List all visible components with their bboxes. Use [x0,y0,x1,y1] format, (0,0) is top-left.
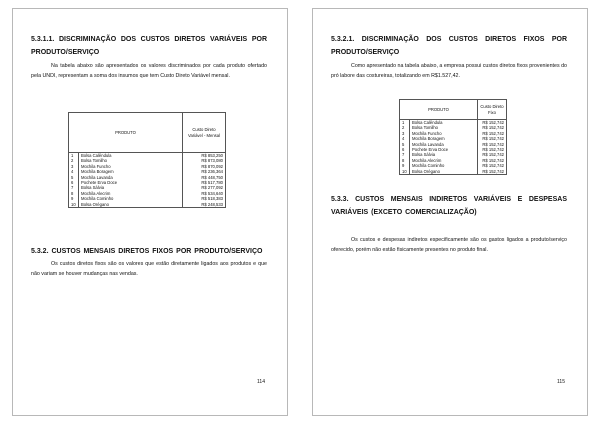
row-number: 3 [400,131,410,136]
paragraph-fixed-costs [31,259,267,279]
table-header-cost: Custo Direto Variável - Mensal [183,113,226,153]
cost-value: R$ 534,640 [183,191,226,196]
cost-value: R$ 152,742 [478,125,507,130]
row-number: 8 [69,191,79,196]
product-name: Bolsa Sálvia [79,185,183,190]
section-heading-5-3-3: 5.3.3. CUSTOS MENSAIS INDIRETOS VARIÁVEIS E DESPESAS VARIÁVEIS (EXCETO COMERCIALIZAÇÃO) [331,196,567,216]
product-name: Pochete Erva Doce [79,180,183,185]
cost-value: R$ 152,742 [478,142,507,147]
paragraph-cdv-intro [31,61,267,81]
row-number: 6 [400,147,410,152]
row-number: 10 [69,202,79,208]
row-number: 7 [400,152,410,157]
cost-value: R$ 517,780 [183,180,226,185]
document-page-115 [312,8,588,416]
row-number: 1 [69,153,79,159]
paragraph-indirect-costs [331,235,567,255]
cost-value: R$ 518,383 [183,196,226,201]
table-body [69,153,226,208]
row-number: 3 [69,164,79,169]
table-header-product: PRODUTO [69,113,183,153]
table-header-cost: Custo Direto Fixo [478,100,507,120]
cost-value: R$ 236,364 [183,169,226,174]
product-name: Mochila Lavanda [410,142,478,147]
paragraph-text: Na tabela abaixo são apresentados os valores discriminados por cada produto ofertado pela UNDI, representam a soma dos insumos que tem Custo Direto Variável mensal. [31,63,267,79]
row-number: 7 [69,185,79,190]
product-name: Mochila Cominho [79,196,183,201]
table-row [69,202,226,208]
paragraph-cdf-intro [331,61,567,81]
cost-value: R$ 152,742 [478,152,507,157]
table-row [400,169,507,175]
section-heading-5-3-1-1: 5.3.1.1. DISCRIMINAÇÃO DOS CUSTOS DIRETOS VARIÁVEIS POR PRODUTO/SERVIÇO [31,36,267,56]
product-name: Bolsa Orégano [79,202,183,208]
paragraph-text: Como apresentado na tabela abaixo, a empresa possui custos diretos fixos provenientes do pró labore das costureiras, totalizando em R$1.527,42. [331,63,567,79]
paragraph-text: Os custos diretos fixos são os valores que estão diretamente ligados aos produtos e que não variam se houver mudanças nas vendas. [31,261,267,277]
row-number: 6 [69,180,79,185]
document-page-114 [12,8,288,416]
paragraph-text: Os custos e despesas indiretos especificamente são os gastos ligados a produto/serviço oferecido, porém não estão fisicamente presentes no produto final. [331,237,567,253]
product-name: Bolsa Tomilho [79,158,183,163]
product-name: Bolsa Tomilho [410,125,478,130]
page-number: 114 [257,379,265,385]
section-heading-5-3-2: 5.3.2. CUSTOS MENSAIS DIRETOS FIXOS POR PRODUTO/SERVIÇO [31,248,263,255]
variable-costs-table [68,112,226,208]
page-number: 115 [557,379,565,385]
cost-value: R$ 870,092 [183,164,226,169]
cost-value: R$ 152,742 [478,136,507,141]
cost-value: R$ 853,250 [183,153,226,159]
product-name: Mochila Boragem [410,136,478,141]
row-number: 1 [400,120,410,126]
product-name: Bolsa Calêndula [410,120,478,126]
row-number: 8 [400,158,410,163]
cost-value: R$ 152,742 [478,169,507,175]
product-name: Mochila Funcho [410,131,478,136]
row-number: 2 [69,158,79,163]
table-header-product: PRODUTO [400,100,478,120]
row-number: 9 [69,196,79,201]
product-name: Pochete Erva Doce [410,147,478,152]
cost-value: R$ 152,742 [478,147,507,152]
cost-value: R$ 152,742 [478,120,507,126]
cost-value: R$ 248,533 [183,202,226,208]
cost-value: R$ 152,742 [478,163,507,168]
row-number: 4 [400,136,410,141]
row-number: 9 [400,163,410,168]
product-name: Mochila Boragem [79,169,183,174]
product-name: Mochila Alecrim [79,191,183,196]
product-name: Mochila Lavanda [79,175,183,180]
product-name: Mochila Alecrim [410,158,478,163]
product-name: Mochila Funcho [79,164,183,169]
row-number: 4 [69,169,79,174]
cost-value: R$ 448,750 [183,175,226,180]
row-number: 5 [400,142,410,147]
fixed-costs-table [399,99,507,175]
table-body [400,120,507,175]
cost-value: R$ 152,742 [478,131,507,136]
row-number: 10 [400,169,410,175]
product-name: Bolsa Sálvia [410,152,478,157]
section-heading-5-3-2-1: 5.3.2.1. DISCRIMINAÇÃO DOS CUSTOS DIRETOS FIXOS POR PRODUTO/SERVIÇO [331,36,567,56]
row-number: 2 [400,125,410,130]
product-name: Mochila Cominho [410,163,478,168]
cost-value: R$ 873,080 [183,158,226,163]
row-number: 5 [69,175,79,180]
cost-value: R$ 152,742 [478,158,507,163]
product-name: Bolsa Calêndula [79,153,183,159]
product-name: Bolsa Orégano [410,169,478,175]
cost-value: R$ 277,092 [183,185,226,190]
